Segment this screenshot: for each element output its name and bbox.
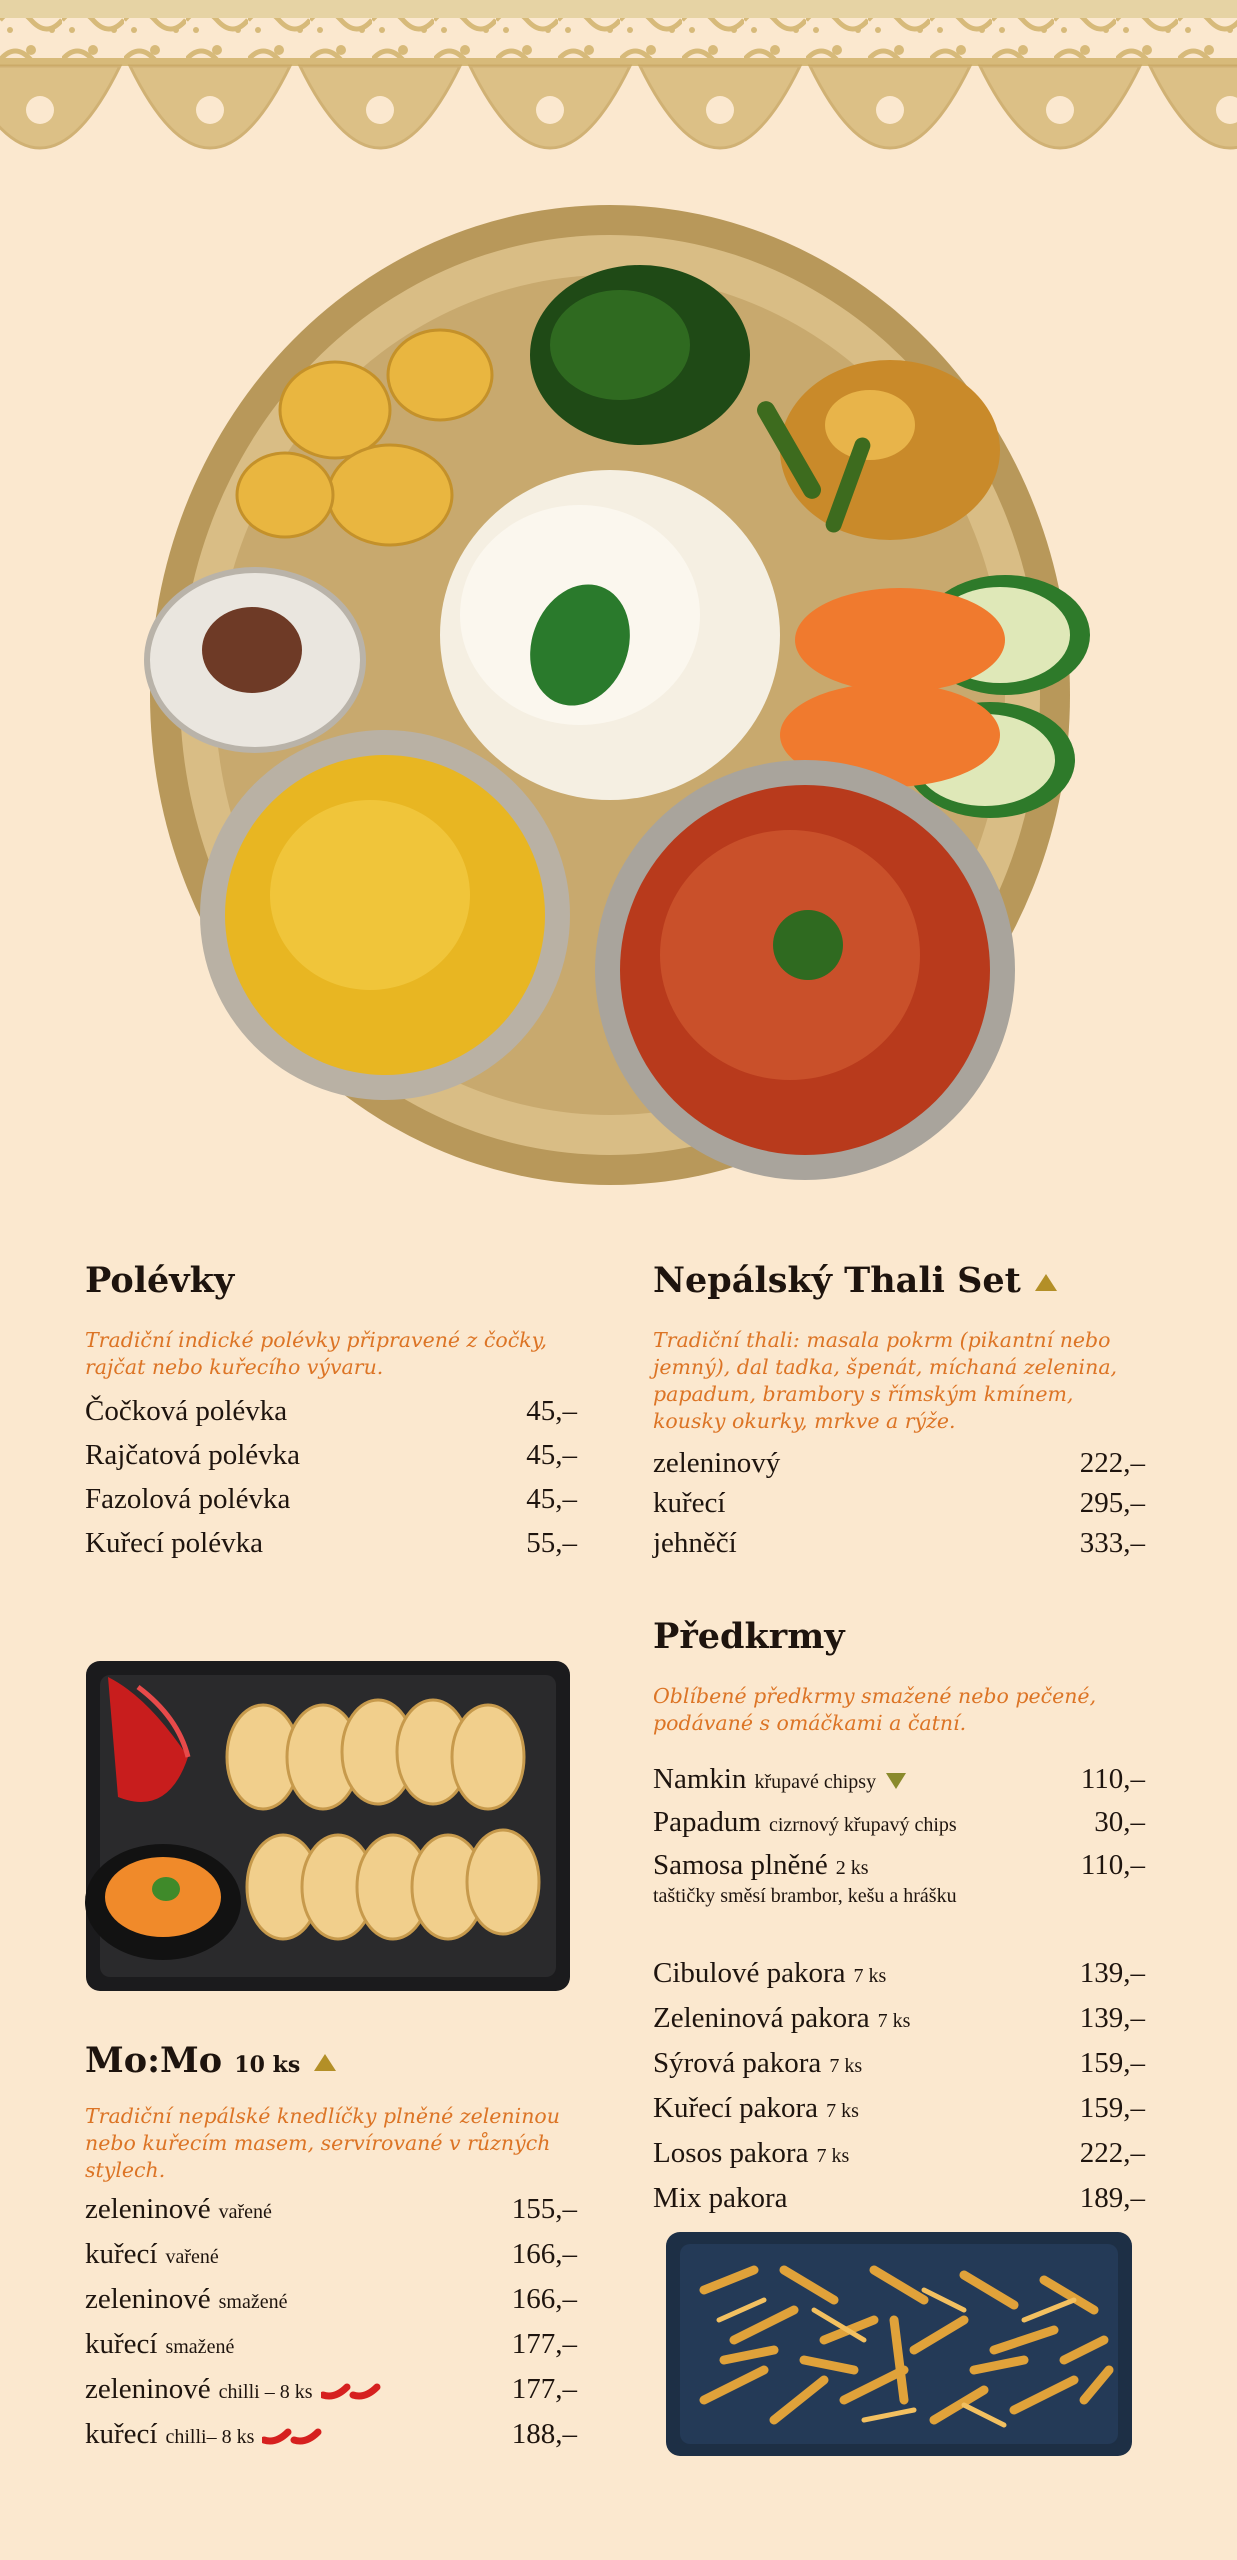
item-price: 295,– [1079, 1486, 1145, 1519]
momo-title [85, 2042, 577, 2081]
item-note: smažené [218, 2290, 288, 2313]
item-name: Čočková polévka [85, 1394, 288, 1427]
item-price: 139,– [1079, 2001, 1145, 2034]
menu-item [653, 1523, 1145, 1563]
menu-item [85, 2278, 577, 2323]
menu-item [85, 1389, 577, 1433]
item-price: 159,– [1079, 2046, 1145, 2079]
momo-plate-image [78, 1657, 578, 1997]
item-price: 155,– [511, 2192, 577, 2225]
item-name: kuřecí [85, 2417, 158, 2450]
item-price: 177,– [511, 2372, 577, 2405]
thali-plate-image [140, 175, 1100, 1205]
item-note: 7 ks [853, 1964, 887, 1987]
thali-description: Tradiční thali: masala pokrm (pikantní nebo jemný), dal tadka, špenát, míchaná zelenina, papadum, brambory s římským kmínem, kousky okurky, mrkve a rýže. [653, 1327, 1118, 1433]
item-note: 2 ks [835, 1856, 869, 1879]
item-note: vařené [218, 2200, 272, 2223]
soups-list [85, 1389, 577, 1565]
menu-item [653, 2042, 1145, 2087]
item-note: chilli– 8 ks [165, 2425, 255, 2448]
item-price: 45,– [526, 1482, 577, 1515]
item-name: Fazolová polévka [85, 1482, 291, 1515]
item-name: Namkin [653, 1762, 747, 1795]
thali-section [653, 1262, 1145, 1563]
item-name: Samosa plněné [653, 1848, 828, 1881]
chili-pepper-icon [321, 2381, 381, 2401]
menu-item [653, 1483, 1145, 1523]
triangle-down-icon [886, 1773, 906, 1789]
pakora-list [653, 1952, 1145, 2219]
item-price: 30,– [1094, 1805, 1145, 1838]
item-name: Cibulové pakora [653, 1956, 846, 1989]
menu-item [653, 1802, 1145, 1845]
starters-section [653, 1618, 1145, 2219]
item-note: vařené [165, 2245, 219, 2268]
item-note: cizrnový křupavý chips [768, 1813, 957, 1836]
item-name: zeleninové [85, 2372, 211, 2405]
item-name: kuřecí [85, 2237, 158, 2270]
momo-count: 10 ks [234, 2052, 301, 2078]
menu-item [85, 2323, 577, 2368]
thali-list [653, 1443, 1145, 1563]
item-price: 110,– [1080, 1762, 1145, 1795]
menu-item [85, 1521, 577, 1565]
item-note: 7 ks [829, 2054, 863, 2077]
item-name: zeleninový [653, 1446, 781, 1479]
momo-title-text: Mo:Mo [85, 2040, 223, 2081]
item-note: 7 ks [877, 2009, 911, 2032]
item-price: 45,– [526, 1394, 577, 1427]
item-name: Kuřecí pakora [653, 2091, 819, 2124]
item-price: 55,– [526, 1526, 577, 1559]
menu-item [85, 2188, 577, 2233]
menu-item [653, 1759, 1145, 1802]
item-name: zeleninové [85, 2282, 211, 2315]
item-name: kuřecí [653, 1486, 726, 1519]
item-price: 177,– [511, 2327, 577, 2360]
item-name: Sýrová pakora [653, 2046, 822, 2079]
item-name: Losos pakora [653, 2136, 809, 2169]
menu-item [85, 2413, 577, 2458]
item-subnote: taštičky směsí brambor, kešu a hrášku [653, 1884, 957, 1907]
item-name: jehněčí [653, 1526, 737, 1559]
menu-item [653, 1997, 1145, 2042]
item-name: kuřecí [85, 2327, 158, 2360]
item-note: 7 ks [826, 2099, 859, 2122]
starters-title: Předkrmy [653, 1616, 845, 1657]
menu-item [653, 1443, 1145, 1483]
triangle-up-icon [314, 2054, 336, 2071]
momo-list [85, 2188, 577, 2458]
menu-item [85, 2233, 577, 2278]
item-price: 222,– [1079, 2136, 1145, 2169]
item-note: 7 ks [816, 2144, 850, 2167]
menu-item [85, 2368, 577, 2413]
momo-section [85, 2042, 577, 2458]
menu-item [653, 1952, 1145, 1997]
item-price: 188,– [511, 2417, 577, 2450]
item-note: smažené [165, 2335, 235, 2358]
menu-item [653, 2087, 1145, 2132]
item-note: křupavé chipsy [754, 1770, 877, 1793]
chili-pepper-icon [262, 2426, 322, 2446]
soups-title: Polévky [85, 1260, 235, 1301]
menu-item [653, 1845, 1145, 1888]
item-name: Kuřecí polévka [85, 1526, 263, 1559]
soups-description: Tradiční indické polévky připravené z čočky, rajčat nebo kuřecího vývaru. [85, 1327, 547, 1379]
item-name: Papadum [653, 1805, 761, 1838]
item-price: 159,– [1079, 2091, 1145, 2124]
starters-list [653, 1759, 1145, 1908]
momo-description: Tradiční nepálské knedlíčky plněné zeleninou nebo kuřecím masem, servírované v různých stylech. [85, 2103, 560, 2182]
thali-title-text: Nepálský Thali Set [653, 1260, 1021, 1301]
thali-title [653, 1262, 1145, 1301]
item-name: Mix pakora [653, 2181, 788, 2214]
item-price: 166,– [511, 2282, 577, 2315]
item-price: 45,– [526, 1438, 577, 1471]
triangle-up-icon [1035, 1274, 1057, 1291]
item-name: Zeleninová pakora [653, 2001, 870, 2034]
menu-item [85, 1477, 577, 1521]
namkin-tray-image [664, 2230, 1134, 2458]
item-note: chilli – 8 ks [218, 2380, 313, 2403]
item-name: zeleninové [85, 2192, 211, 2225]
soups-section [85, 1262, 577, 1565]
item-price: 189,– [1079, 2181, 1145, 2214]
item-price: 333,– [1079, 1526, 1145, 1559]
item-name: Rajčatová polévka [85, 1438, 300, 1471]
item-price: 139,– [1079, 1956, 1145, 1989]
item-price: 110,– [1080, 1848, 1145, 1881]
menu-item [653, 2177, 1145, 2219]
item-price: 222,– [1079, 1446, 1145, 1479]
menu-item [653, 2132, 1145, 2177]
item-price: 166,– [511, 2237, 577, 2270]
starters-description: Oblíbené předkrmy smažené nebo pečené, podávané s omáčkami a čatní. [653, 1683, 1097, 1735]
menu-item [85, 1433, 577, 1477]
